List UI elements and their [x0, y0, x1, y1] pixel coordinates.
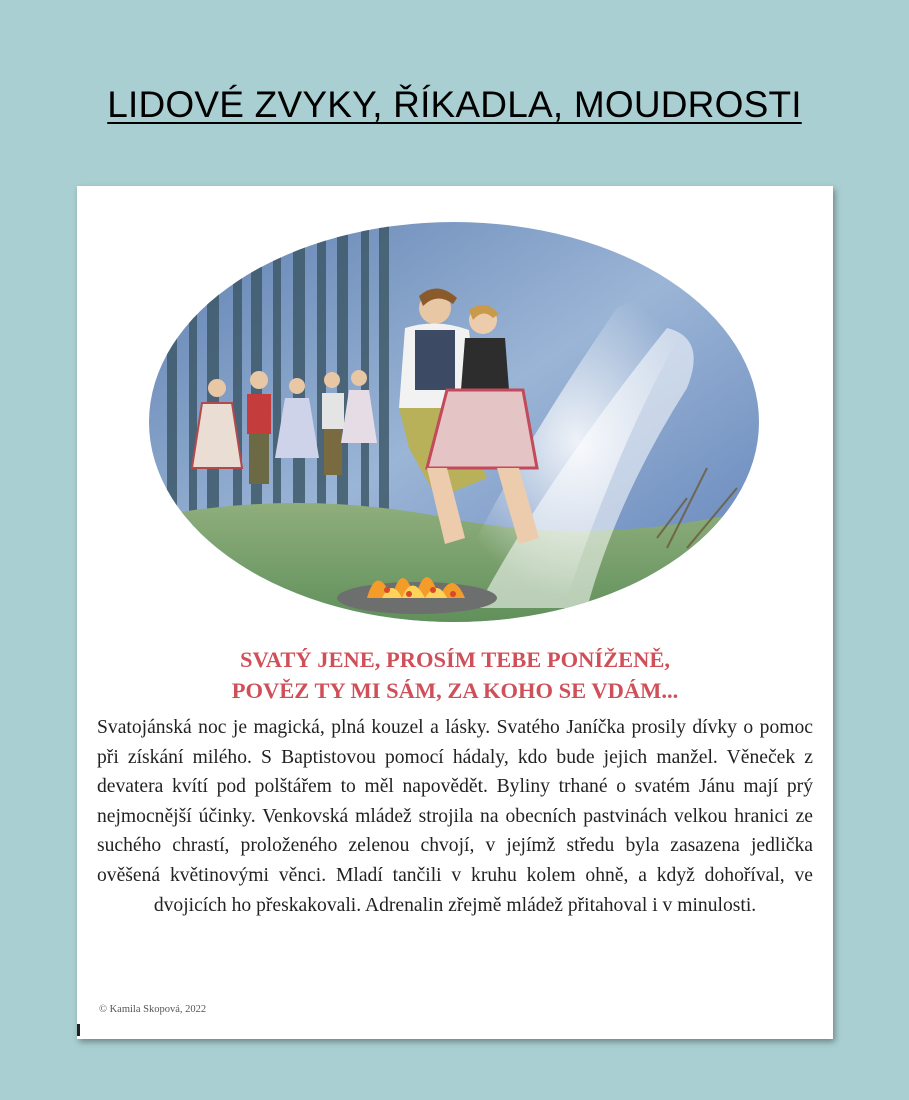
copyright-notice: © Kamila Skopová, 2022 [99, 1004, 207, 1015]
verse-line-2: POVĚZ TY MI SÁM, ZA KOHO SE VDÁM... [231, 678, 679, 703]
page-title: LIDOVÉ ZVYKY, ŘÍKADLA, MOUDROSTI [107, 84, 802, 125]
body-paragraph: Svatojánská noc je magická, plná kouzel a lásky. Svatého Janíčka prosily dívky o pomoc při získání milého. S Baptistovou pomocí hádaly, kdo bude jejich manžel. Věneček z devatera kvítí pod polštářem to měl napovědět. Byliny trhané o svatém Jánu mají prý nejmocnější účinky. Venkovská mládež strojila na obecních pastvinách velkou hranici ze suchého chrastí, proloženého zelenou chvojí, v jejímž středu byla zasazena jedlička ověšená květinovými věnci. Mladí tančili v kruhu kolem ohně, a když dohoříval, ve dvojicích ho přeskakovali. Adrenalin zřejmě mládež přitahoval i v minulosti. [97, 717, 813, 916]
bonfire-illustration [147, 218, 761, 626]
card-edge-mark [77, 1024, 80, 1036]
content-card [77, 186, 833, 1039]
verse-line-1: SVATÝ JENE, PROSÍM TEBE PONÍŽENĚ, [239, 647, 671, 672]
verse-heading [77, 644, 833, 706]
